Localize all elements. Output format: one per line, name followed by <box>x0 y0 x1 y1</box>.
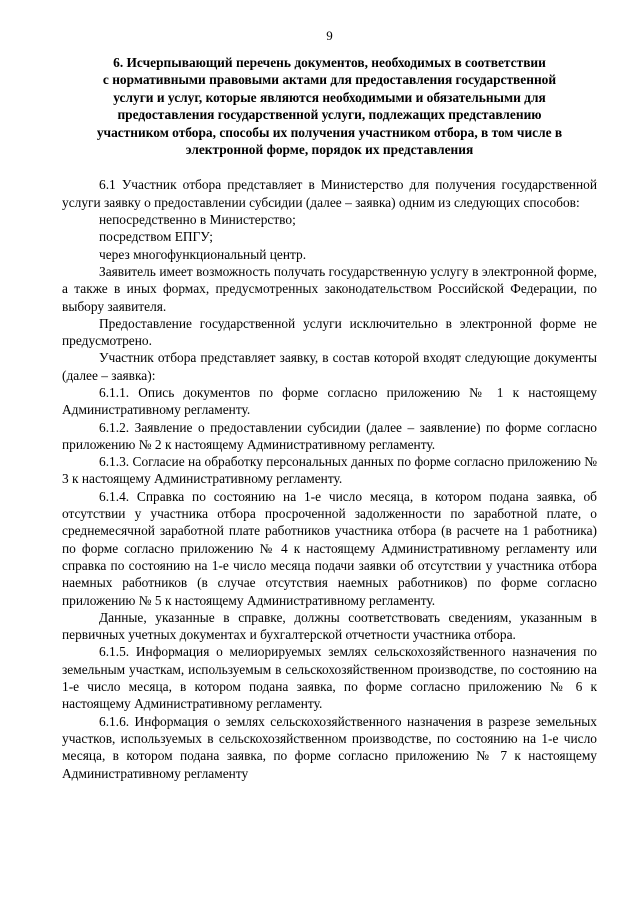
paragraph-6-1-4: 6.1.4. Справка по состоянию на 1-е число месяца, в котором подана заявка, об отсутствии у участника отбора просроченной задолженности по заработной плате, о среднемесячной заработной плате работников участника отбора (в расчете на 1 работника) по форме согласно приложению № 4 к настоящему Административному регламенту или справка по состоянию на 1-е число месяца подачи заявки об отсутствии у участника отбора наемных работников (в случае отсутствия наемных работников) по форме согласно приложению № 5 к настоящему Административному регламенту. <box>62 488 597 608</box>
section-title-line: электронной форме, порядок их представления <box>185 142 474 158</box>
section-title <box>62 54 597 158</box>
list-item-mfc: через многофункциональный центр. <box>99 246 307 262</box>
document-body <box>62 176 597 781</box>
paragraph-6-1: 6.1 Участник отбора представляет в Министерство для получения государственной услуги заявку о предоставлении субсидии (далее – заявка) одним из следующих способов: <box>62 177 597 210</box>
list-item-epgu: посредством ЕПГУ; <box>99 229 213 245</box>
section-title-line: предоставления государственной услуги, подлежащих представлению <box>117 107 542 123</box>
paragraph-application-contents: Участник отбора представляет заявку, в состав которой входят следующие документы (далее – заявка): <box>62 350 597 383</box>
document-page <box>62 28 597 782</box>
paragraph-6-1-6: 6.1.6. Информация о землях сельскохозяйственного назначения в разрезе земельных участков, используемых в сельскохозяйственном производстве, по состоянию на 1-е число месяца, в котором подана заявка, по форме согласно приложению № 7 к настоящему Административному регламенту <box>62 713 597 781</box>
paragraph-electronic-only: Предоставление государственной услуги исключительно в электронной форме не предусмотрено. <box>62 315 597 349</box>
paragraph-data-match: Данные, указанные в справке, должны соответствовать сведениям, указанным в первичных учетных документах и бухгалтерской отчетности участника отбора. <box>62 609 597 643</box>
list-item-ministry: непосредственно в Министерство; <box>99 212 296 228</box>
section-title-line: с нормативными правовыми актами для предоставления государственной <box>102 72 557 88</box>
paragraph-applicant: Заявитель имеет возможность получать государственную услугу в электронной форме, а также в иных формах, предусмотренных законодательством Российской Федерации, по выбору заявителя. <box>62 263 597 314</box>
section-title-line: услуги и услуг, которые являются необходимыми и обязательными для <box>113 89 546 105</box>
section-title-line: участником отбора, способы их получения участником отбора, в том числе в <box>96 124 563 140</box>
paragraph-6-1-1: 6.1.1. Опись документов по форме согласно приложению № 1 к настоящему Административному регламенту. <box>62 385 597 418</box>
page-number: 9 <box>326 28 333 43</box>
paragraph-6-1-3: 6.1.3. Согласие на обработку персональных данных по форме согласно приложению № 3 к настоящему Административному регламенту. <box>62 454 597 487</box>
paragraph-6-1-2: 6.1.2. Заявление о предоставлении субсидии (далее – заявление) по форме согласно приложению № 2 к настоящему Административному регламенту. <box>62 419 597 452</box>
section-title-line: 6. Исчерпывающий перечень документов, необходимых в соответствии <box>113 55 546 70</box>
paragraph-6-1-5: 6.1.5. Информация о мелиорируемых землях сельскохозяйственного назначения по земельным участкам, используемым в сельскохозяйственном производстве, по состоянию на 1-е число месяца, в котором подана заявка, по форме согласно приложению № 6 к настоящему Административному регламенту. <box>62 644 597 712</box>
